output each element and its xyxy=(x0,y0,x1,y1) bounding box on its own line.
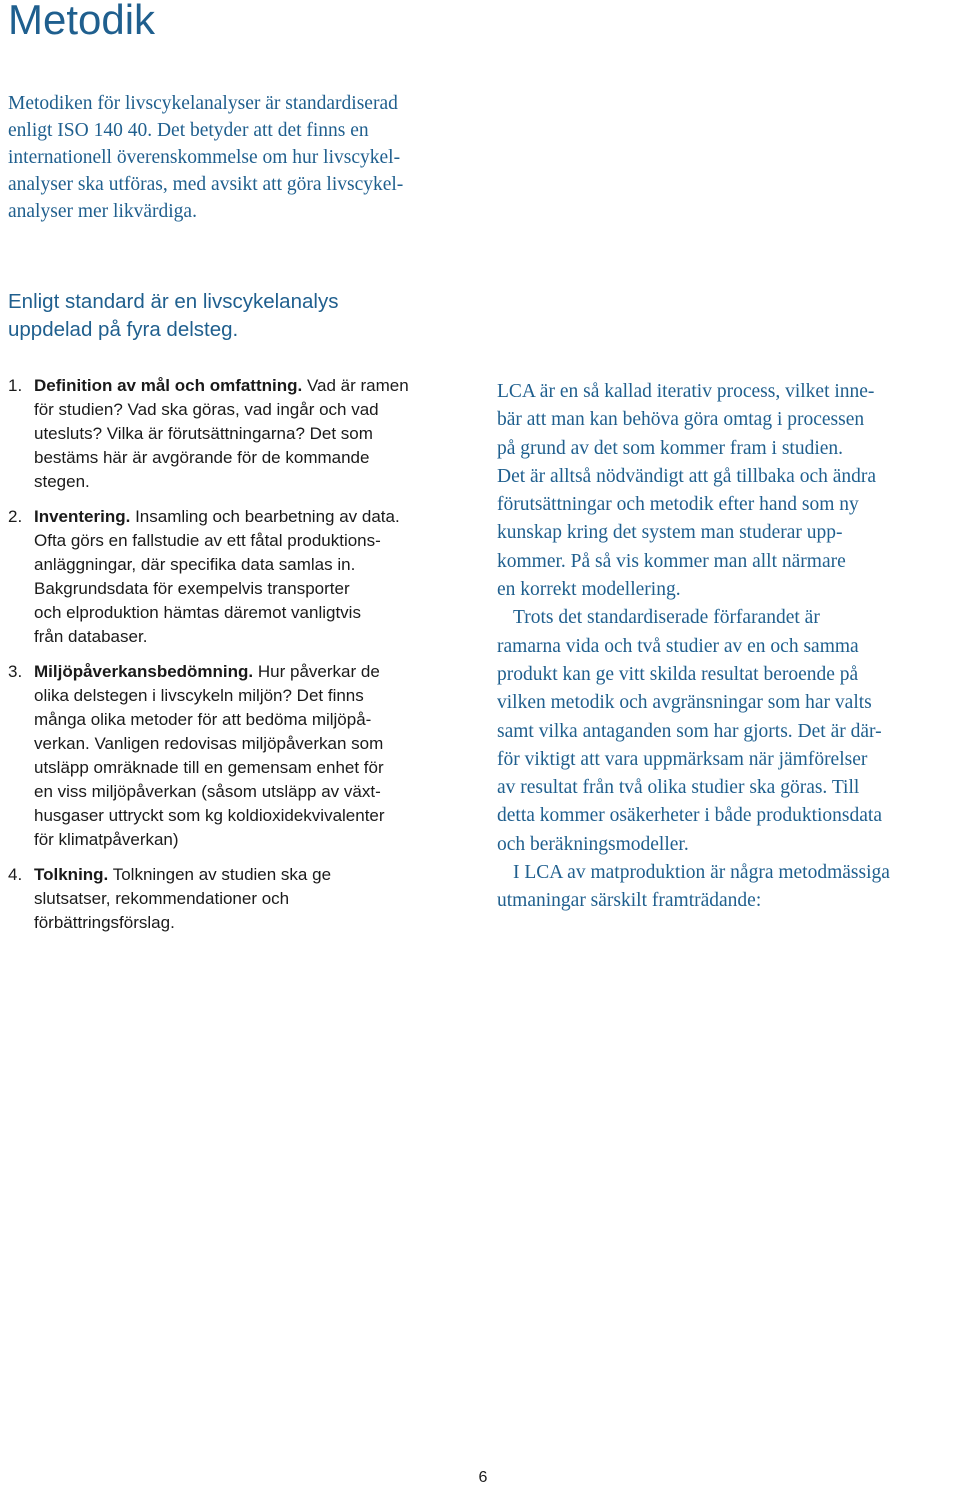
step-line: utsläpp omräknade till en gemensam enhet för xyxy=(34,758,384,777)
step-first-line xyxy=(34,660,478,684)
intro-line: enligt ISO 140 40. Det betyder att det finns en xyxy=(8,120,369,141)
intro-line: Metodiken för livscykelanalyser är standardiserad xyxy=(8,93,398,114)
body-paragraph xyxy=(497,378,957,604)
step-line: olika delstegen i livscykeln miljön? Det finns xyxy=(34,686,364,705)
step-line: Bakgrundsdata för exempelvis transporter xyxy=(34,579,350,598)
step-number: 4. xyxy=(8,865,23,884)
body-line: LCA är en så kallad iterativ process, vilket inne- xyxy=(497,381,875,402)
body-line: detta kommer osäkerheter i både produktionsdata xyxy=(497,805,882,827)
section-subheading xyxy=(8,288,338,344)
step-item xyxy=(8,863,478,935)
body-line: vilken metodik och avgränsningar som har valts xyxy=(497,692,872,714)
step-name: Tolkning. xyxy=(34,865,109,884)
body-paragraph xyxy=(497,859,957,916)
step-number: 2. xyxy=(8,507,23,526)
step-name: Definition av mål och omfattning. xyxy=(34,376,303,395)
body-line: för viktigt att vara uppmärksam när jämförelser xyxy=(497,748,868,770)
intro-line: analyser mer likvärdiga. xyxy=(8,201,197,222)
step-line: husgaser uttryckt som kg koldioxidekvivalenter xyxy=(34,806,385,825)
step-text: Vad är ramen xyxy=(302,376,409,395)
step-line: bestäms här är avgörande för de kommande xyxy=(34,448,370,467)
step-line: från databaser. xyxy=(34,627,148,646)
right-column xyxy=(497,378,957,916)
step-text: Hur påverkar de xyxy=(253,662,380,681)
body-line: kunskap kring det system man studerar upp- xyxy=(497,522,843,544)
body-paragraph xyxy=(497,604,957,859)
body-line: förutsättningar och metodik efter hand som ny xyxy=(497,494,859,516)
step-line: anläggningar, där specifika data samlas in. xyxy=(34,555,356,574)
subheading-line: Enligt standard är en livscykelanalys xyxy=(8,290,339,313)
intro-paragraph xyxy=(8,90,478,225)
body-line: en korrekt modellering. xyxy=(497,579,681,601)
step-item xyxy=(8,374,478,494)
step-line: förbättringsförslag. xyxy=(34,913,175,932)
body-line: bär att man kan behöva göra omtag i processen xyxy=(497,409,865,431)
page-title: Metodik xyxy=(8,0,156,43)
page-number: 6 xyxy=(478,1469,488,1486)
step-line: Ofta görs en fallstudie av ett fåtal produktions- xyxy=(34,531,381,550)
intro-line: analyser ska utföras, med avsikt att göra livscykel- xyxy=(8,174,404,195)
body-line: på grund av det som kommer fram i studien. xyxy=(497,437,844,459)
step-text: Insamling och bearbetning av data. xyxy=(130,507,400,526)
step-item xyxy=(8,660,478,852)
body-line: produkt kan ge vitt skilda resultat beroende på xyxy=(497,663,859,685)
body-line: kommer. På så vis kommer man allt närmare xyxy=(497,550,846,572)
step-number: 1. xyxy=(8,376,23,395)
step-line: utesluts? Vilka är förutsättningarna? Det som xyxy=(34,424,373,443)
step-line: och elproduktion hämtas däremot vanligtvis xyxy=(34,603,361,622)
step-line: för studien? Vad ska göras, vad ingår och vad xyxy=(34,400,379,419)
step-name: Inventering. xyxy=(34,507,131,526)
body-line: av resultat från två olika studier ska göras. Till xyxy=(497,777,860,799)
step-number: 3. xyxy=(8,662,23,681)
body-line: Trots det standardiserade förfarandet är xyxy=(513,607,820,629)
body-line: ramarna vida och två studier av en och samma xyxy=(497,635,859,657)
step-name: Miljöpåverkansbedömning. xyxy=(34,662,254,681)
step-line: en viss miljöpåverkan (såsom utsläpp av växt- xyxy=(34,782,381,801)
body-line: Det är alltså nödvändigt att gå tillbaka och ändra xyxy=(497,465,877,487)
step-line: verkan. Vanligen redovisas miljöpåverkan som xyxy=(34,734,384,753)
body-line: samt vilka antaganden som har gjorts. Det är där- xyxy=(497,720,882,742)
body-line: I LCA av matproduktion är några metodmässiga xyxy=(513,862,890,884)
subheading-line: uppdelad på fyra delsteg. xyxy=(8,318,239,341)
intro-line: internationell överenskommelse om hur livscykel- xyxy=(8,147,401,168)
step-first-line xyxy=(34,863,478,887)
step-text: Tolkningen av studien ska ge xyxy=(108,865,332,884)
step-first-line xyxy=(34,374,478,398)
steps-list xyxy=(8,374,478,946)
step-item xyxy=(8,505,478,649)
body-line: och beräkningsmodeller. xyxy=(497,833,689,855)
step-line: många olika metoder för att bedöma miljöpå- xyxy=(34,710,372,729)
step-line: stegen. xyxy=(34,472,90,491)
step-first-line xyxy=(34,505,478,529)
step-line: slutsatser, rekommendationer och xyxy=(34,889,290,908)
body-line: utmaningar särskilt framträdande: xyxy=(497,890,762,912)
step-line: för klimatpåverkan) xyxy=(34,830,179,849)
